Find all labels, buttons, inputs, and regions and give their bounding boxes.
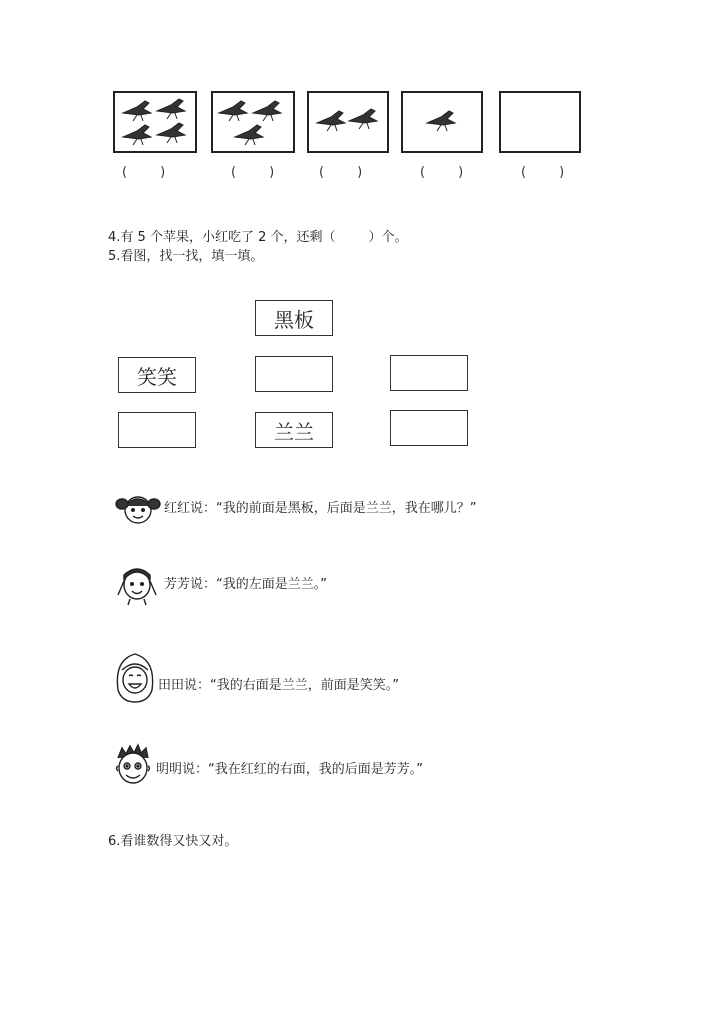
girl-long-hair-icon [112, 650, 158, 708]
seat-row2-col1[interactable] [118, 412, 196, 448]
answer-blank-2[interactable]: ( ) [231, 165, 275, 180]
bird-box-3 [307, 91, 389, 153]
birds-group-icon [309, 93, 387, 151]
seat-row2-col2: 兰兰 [255, 412, 333, 448]
bird-icon [403, 93, 481, 151]
answer-blank-3[interactable]: ( ) [319, 165, 363, 180]
statement-3: 田田说：“我的右面是兰兰，前面是笑笑。” [158, 678, 399, 693]
statement-1: 红红说：“我的前面是黑板，后面是兰兰，我在哪儿？” [164, 501, 477, 516]
answer-blank-5[interactable]: ( ) [521, 165, 565, 180]
answer-blank-4[interactable]: ( ) [420, 165, 464, 180]
birds-group-icon [213, 93, 293, 151]
seat-row1-col1: 笑笑 [118, 357, 196, 393]
bird-box-1 [113, 91, 197, 153]
seat-row2-col3[interactable] [390, 410, 468, 446]
boy-icon [110, 742, 156, 790]
bird-box-2 [211, 91, 295, 153]
girl-pigtails-icon [110, 488, 162, 530]
question-4: 4.有 5 个苹果，小红吃了 2 个，还剩（ ）个。 [108, 230, 408, 245]
statement-2: 芳芳说：“我的左面是兰兰。” [164, 577, 327, 592]
question-5-title: 5.看图，找一找，填一填。 [108, 249, 264, 264]
question-6: 6.看谁数得又快又对。 [108, 834, 238, 849]
blackboard-box: 黑板 [255, 300, 333, 336]
girl-bangs-icon [110, 563, 162, 607]
bird-box-4 [401, 91, 483, 153]
bird-box-5-empty [499, 91, 581, 153]
seat-row1-col2[interactable] [255, 356, 333, 392]
birds-group-icon [115, 93, 195, 151]
statement-4: 明明说：“我在红红的右面，我的后面是芳芳。” [156, 762, 423, 777]
answer-blank-1[interactable]: ( ) [122, 165, 166, 180]
seat-row1-col3[interactable] [390, 355, 468, 391]
